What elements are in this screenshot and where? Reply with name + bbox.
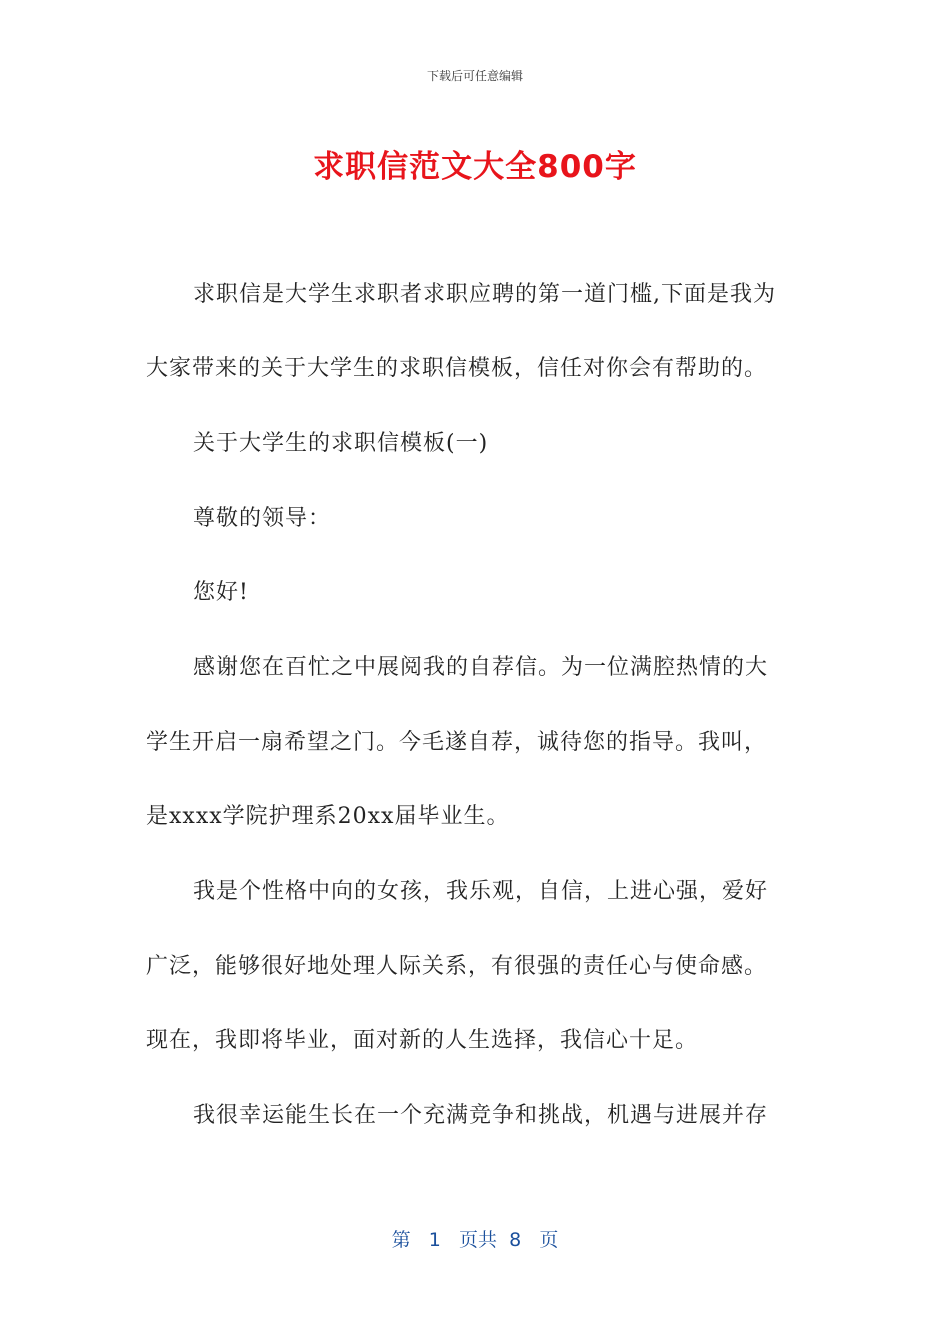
body-line-8: 是xxxx学院护理系20xx届毕业生。 <box>146 804 510 829</box>
page-footer <box>0 1225 950 1252</box>
body-line-12: 我很幸运能生长在一个充满竞争和挑战，机遇与进展并存 <box>193 1103 769 1128</box>
document-title: 求职信范文大全800字 <box>313 149 637 185</box>
footer-prefix: 第 <box>391 1229 411 1251</box>
body-line-6: 感谢您在百忙之中展阅我的自荐信。为一位满腔热情的大 <box>193 655 769 680</box>
footer-suffix: 页 <box>539 1229 559 1251</box>
footer-middle: 页共 <box>459 1229 498 1251</box>
footer-total-pages: 8 <box>509 1229 522 1251</box>
header-note: 下载后可任意编辑 <box>426 69 523 83</box>
body-line-9: 我是个性格中向的女孩，我乐观，自信，上进心强，爱好 <box>193 879 769 904</box>
body-line-4: 尊敬的领导： <box>193 506 332 531</box>
body-line-5: 您好! <box>193 580 249 605</box>
body-line-2: 大家带来的关于大学生的求职信模板，信任对你会有帮助的。 <box>146 356 768 381</box>
body-line-3: 关于大学生的求职信模板(一) <box>193 431 489 456</box>
body-line-1: 求职信是大学生求职者求职应聘的第一道门槛,下面是我为 <box>193 282 776 307</box>
footer-page-number: 1 <box>428 1229 441 1251</box>
body-line-10: 广泛，能够很好地处理人际关系，有很强的责任心与使命感。 <box>146 954 768 979</box>
body-line-11: 现在，我即将毕业，面对新的人生选择，我信心十足。 <box>146 1028 699 1053</box>
body-line-7: 学生开启一扇希望之门。今毛遂自荐，诚待您的指导。我叫， <box>146 730 768 755</box>
